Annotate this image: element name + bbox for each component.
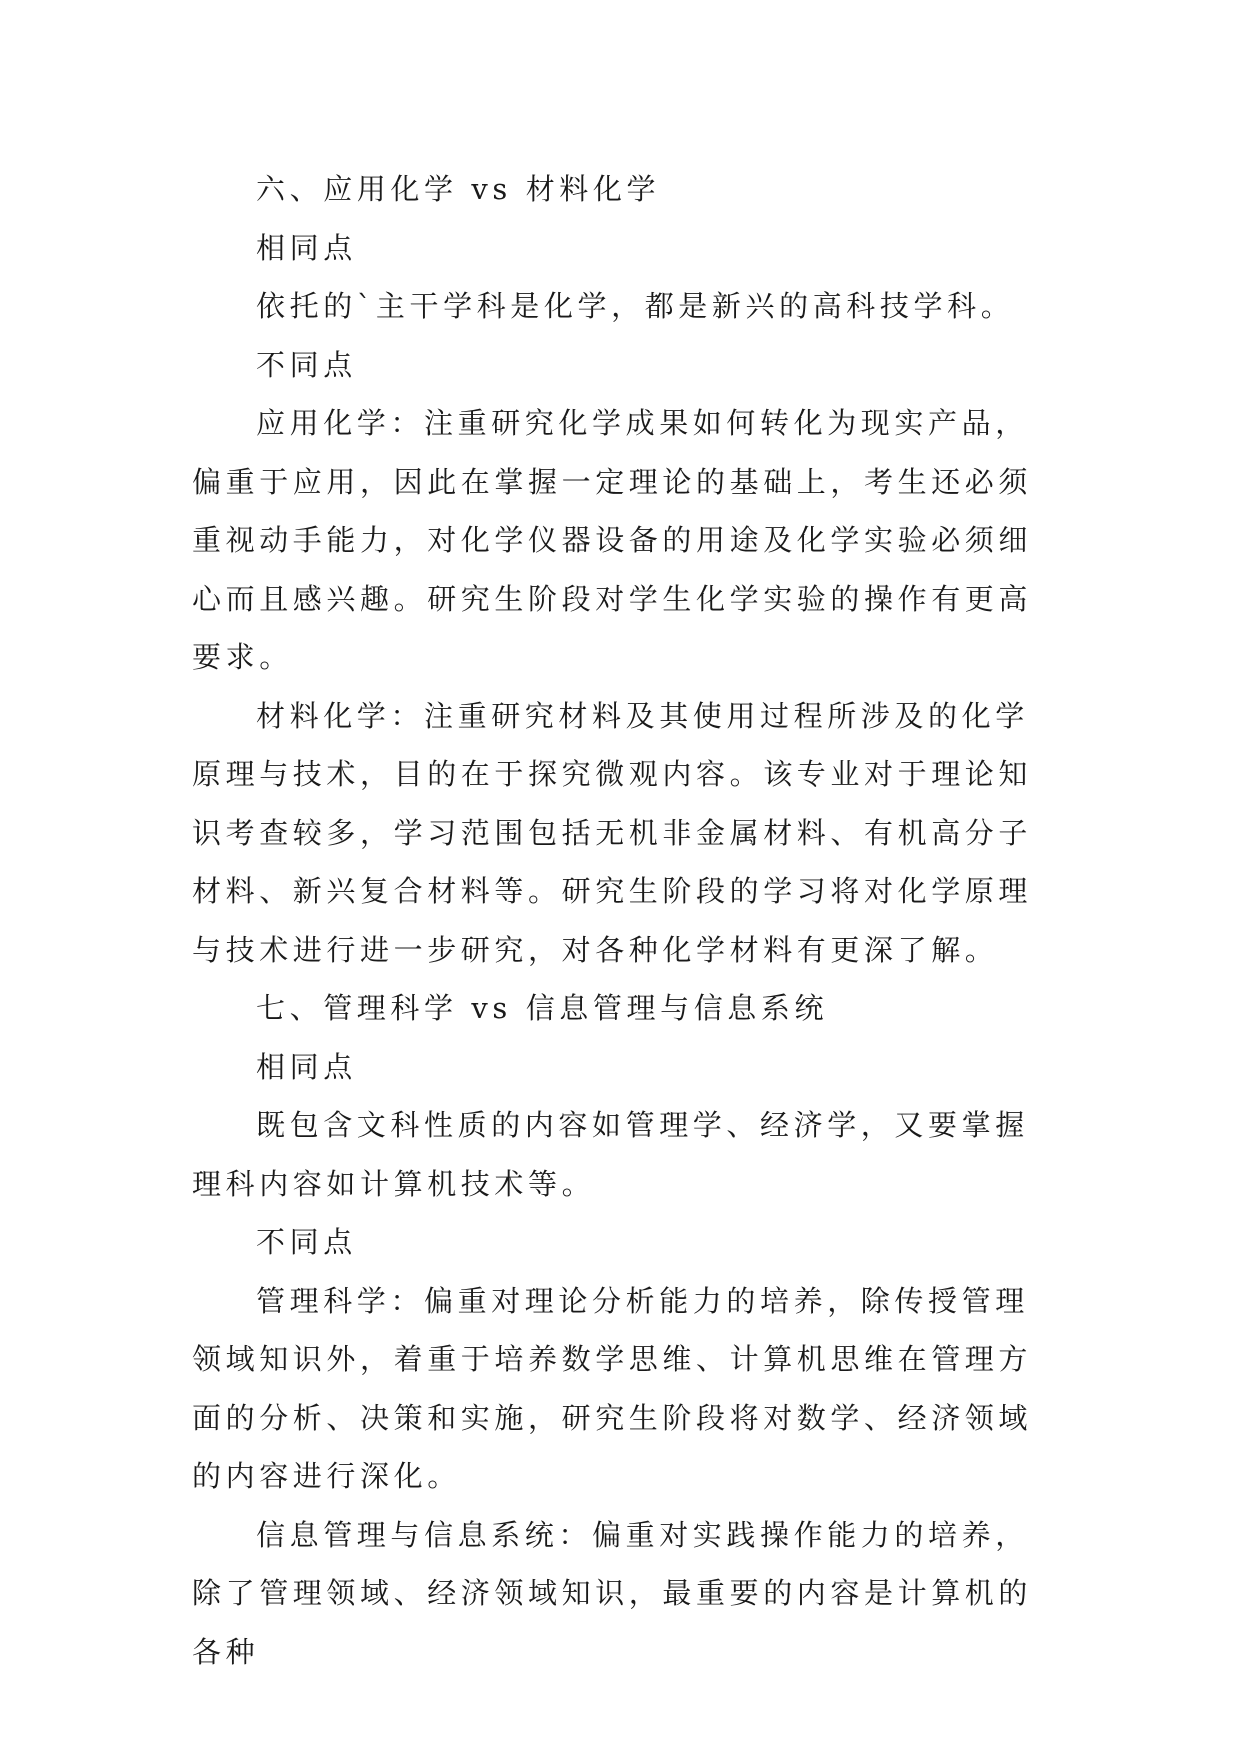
information-systems-paragraph: 信息管理与信息系统：偏重对实践操作能力的培养，除了管理领域、经济领域知识，最重要的内容是计算机的各种 [192,1517,1033,1669]
differences-heading: 不同点 [256,347,357,382]
similarities-heading: 相同点 [256,230,357,265]
similarities-heading: 相同点 [256,1049,357,1084]
materials-chemistry-paragraph: 材料化学：注重研究材料及其使用过程所涉及的化学原理与技术，目的在于探究微观内容。该专业对于理论知识考查较多，学习范围包括无机非金属材料、有机高分子材料、新兴复合材料等。研究生阶段的学习将对化学原理与技术进行进一步研究，对各种化学材料有更深了解。 [192,698,1033,967]
differences-heading: 不同点 [256,1225,357,1259]
document-body [192,160,1052,1681]
similarities-text: 依托的`主干学科是化学，都是新兴的高科技学科。 [256,289,1015,323]
section-heading-management-vs-information-systems: 七、管理科学 vs 信息管理与信息系统 [256,991,829,1025]
applied-chemistry-paragraph: 应用化学：注重研究化学成果如何转化为现实产品，偏重于应用，因此在掌握一定理论的基础上，考生还必须重视动手能力，对化学仪器设备的用途及化学实验必须细心而且感兴趣。研究生阶段对学生化学实验的操作有更高要求。 [192,406,1033,674]
similarities-text: 既包含文科性质的内容如管理学、经济学，又要掌握理科内容如计算机技术等。 [192,1108,1029,1201]
section-heading-applied-vs-materials-chemistry: 六、应用化学 vs 材料化学 [256,172,661,206]
management-science-paragraph: 管理科学：偏重对理论分析能力的培养，除传授管理领域知识外，着重于培养数学思维、计算机思维在管理方面的分析、决策和实施，研究生阶段将对数学、经济领域的内容进行深化。 [192,1283,1033,1493]
